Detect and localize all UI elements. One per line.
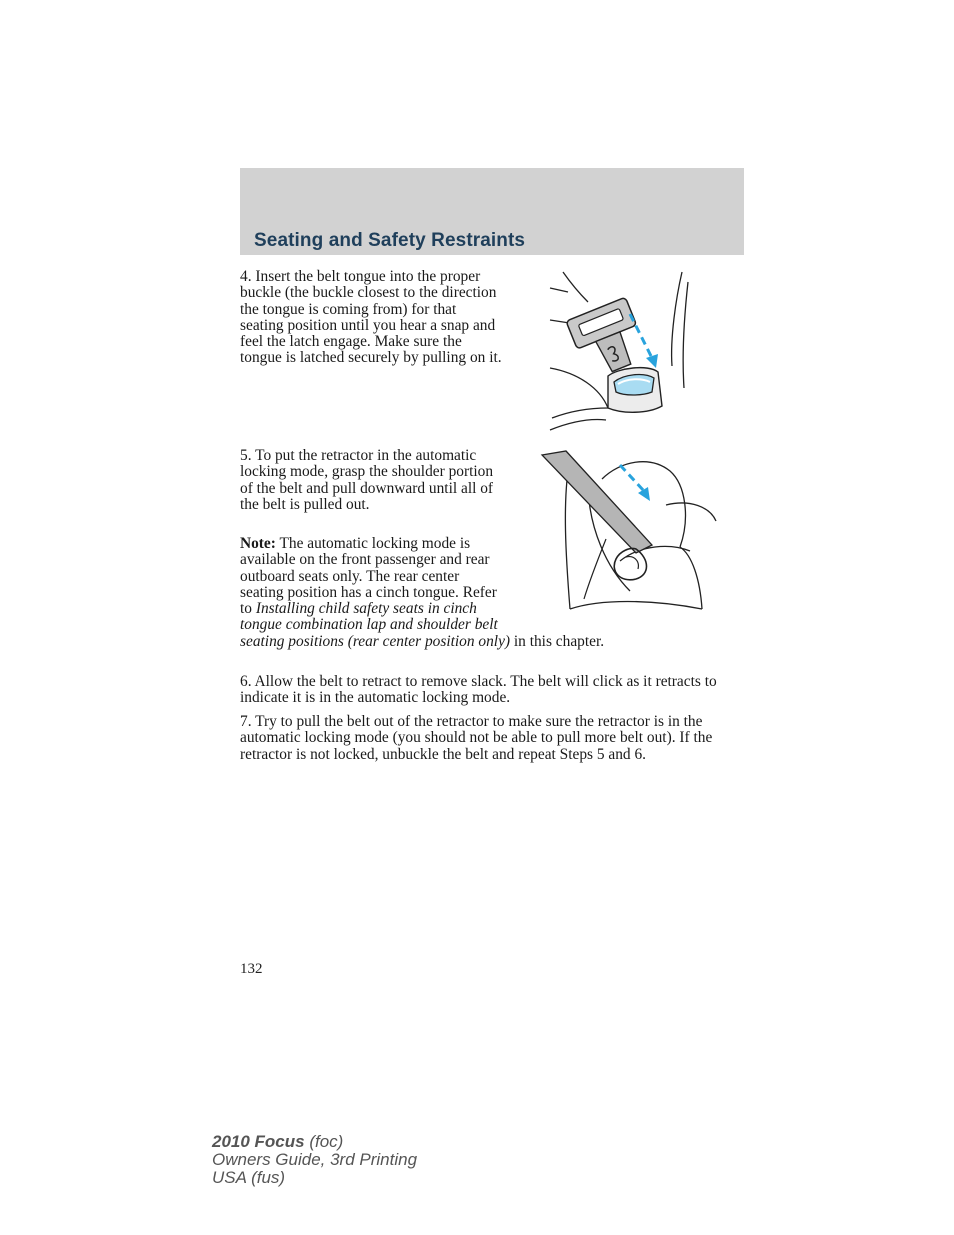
note-text: The automatic locking mode is available on the front passenger and rear outboard seats only. The rear center seating position has a cinch tongue. Refer to (240, 535, 497, 618)
footer-model-code: (foc) (309, 1132, 344, 1151)
note-label: Note: (240, 535, 276, 552)
footer-region-code: (fus) (251, 1168, 286, 1187)
footer-line-3 (212, 1169, 417, 1187)
note-suffix: in this chapter. (513, 632, 605, 650)
step-7-text: 7. Try to pull the belt out of the retractor to make sure the retractor is in the automatic locking mode (you should not be able to pull more belt out). If the retractor is not locked, unbuckle the belt and repeat Steps 5 and 6. (240, 713, 713, 763)
figure-spacer (500, 536, 740, 618)
footer (212, 1133, 417, 1187)
step-6-text: 6. Allow the belt to retract to remove slack. The belt will click as it retracts to indicate it is in the automatic locking mode. (240, 673, 717, 707)
buckle-illustration (548, 268, 690, 434)
step-4-text: 4. Insert the belt tongue into the proper buckle (the buckle closest to the direction the tongue is coming from) for that seating position until you hear a snap and feel the latch engage. Make sure the tongue is latched securely by pulling on it. (240, 268, 502, 367)
section-header (240, 168, 744, 255)
footer-model: 2010 Focus (212, 1132, 305, 1151)
note-paragraph (240, 536, 740, 650)
note-reference: Installing child safety seats in cinch tongue combination lap and shoulder belt seating positions (rear center position only) (240, 600, 511, 650)
section-title: Seating and Safety Restraints (254, 230, 526, 251)
footer-line-2: Owners Guide, 3rd Printing (212, 1150, 418, 1169)
footer-line-1 (212, 1133, 417, 1151)
footer-region: USA (212, 1168, 247, 1187)
step-5-text: 5. To put the retractor in the automatic locking mode, grasp the shoulder portion of the belt and pull downward until all of the belt is pulled out. (240, 447, 494, 513)
page-number: 132 (240, 961, 263, 977)
